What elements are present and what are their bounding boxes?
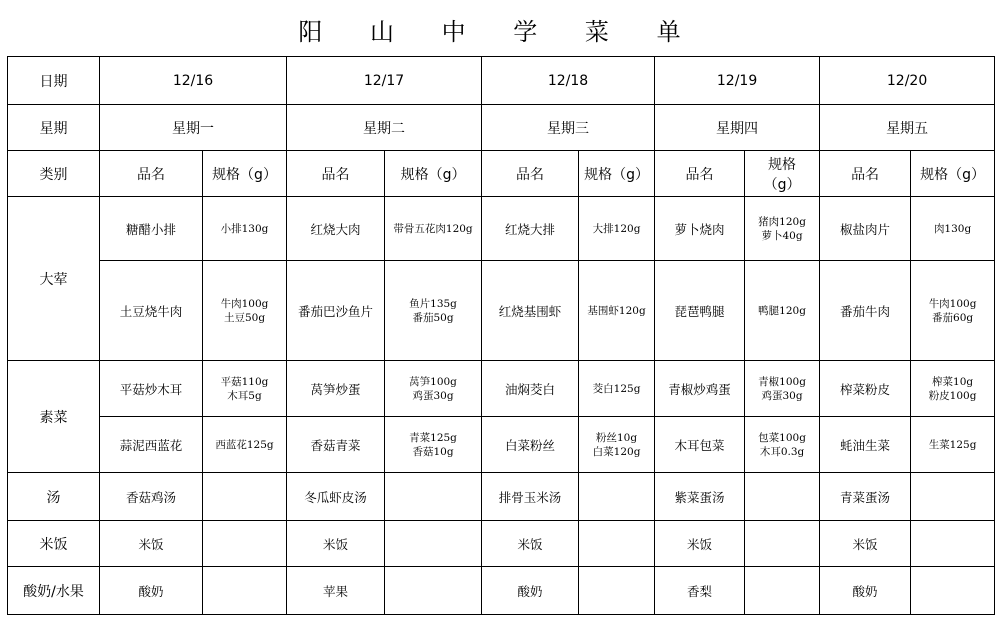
dessert-item: 酸奶 — [100, 567, 203, 615]
spec-header: 规格（g） — [203, 151, 287, 197]
spec-line: 粉皮100g — [928, 389, 977, 402]
vegetable-label: 素菜 — [8, 361, 100, 473]
dessert-item: 酸奶 — [482, 567, 579, 615]
empty-spec — [911, 473, 995, 521]
spec-line: 带骨五花肉120g — [393, 222, 473, 235]
spec-line: 鸭腿120g — [758, 304, 806, 317]
dish-spec — [911, 197, 995, 261]
spec-line: 青菜125g — [409, 431, 457, 444]
soup-row — [8, 473, 995, 521]
spec-line: 木耳5g — [227, 389, 262, 402]
menu-table — [7, 56, 995, 615]
spec-line: 白菜120g — [592, 445, 641, 458]
empty-spec — [745, 473, 820, 521]
dish-spec — [579, 261, 655, 361]
dish-name: 琵琶鸭腿 — [655, 261, 745, 361]
rice-item: 米饭 — [100, 521, 203, 567]
dessert-item: 苹果 — [287, 567, 385, 615]
spec-line: 猪肉120g — [758, 215, 806, 228]
spec-line: 生菜125g — [928, 438, 977, 451]
dish-name: 番茄牛肉 — [820, 261, 911, 361]
date-cell: 12/20 — [820, 57, 995, 105]
weekday-cell: 星期三 — [482, 105, 655, 151]
soup-name: 青菜蛋汤 — [820, 473, 911, 521]
dish-spec — [911, 261, 995, 361]
dish-name: 蒜泥西蓝花 — [100, 417, 203, 473]
soup-label: 汤 — [8, 473, 100, 521]
dish-spec — [385, 417, 482, 473]
empty-spec — [745, 567, 820, 615]
dish-name: 青椒炒鸡蛋 — [655, 361, 745, 417]
spec-line: 基围虾120g — [587, 304, 646, 317]
weekday-cell: 星期五 — [820, 105, 995, 151]
spec-line: 鸡蛋30g — [761, 389, 803, 402]
weekday-label: 星期 — [8, 105, 100, 151]
dish-name: 蚝油生菜 — [820, 417, 911, 473]
dish-spec — [745, 417, 820, 473]
spec-line: 小排130g — [220, 222, 269, 235]
empty-spec — [385, 567, 482, 615]
spec-line: 平菇110g — [220, 375, 269, 388]
dish-name: 香菇青菜 — [287, 417, 385, 473]
empty-spec — [745, 521, 820, 567]
dish-name: 土豆烧牛肉 — [100, 261, 203, 361]
spec-line: 牛肉100g — [220, 297, 269, 310]
spec-header-line: 规格 — [768, 156, 797, 173]
dish-name: 木耳包菜 — [655, 417, 745, 473]
spec-line: 鸡蛋30g — [412, 389, 454, 402]
dish-name: 红烧大排 — [482, 197, 579, 261]
spec-line: 西蓝花125g — [215, 438, 274, 451]
dish-spec — [203, 417, 287, 473]
main-dish-label: 大荤 — [8, 197, 100, 361]
empty-spec — [911, 521, 995, 567]
spec-line: 茭白125g — [592, 382, 641, 395]
rice-item: 米饭 — [655, 521, 745, 567]
spec-header-line: （g） — [763, 176, 801, 193]
dish-name: 莴笋炒蛋 — [287, 361, 385, 417]
dish-name: 白菜粉丝 — [482, 417, 579, 473]
spec-line: 土豆50g — [223, 311, 266, 324]
dish-spec — [579, 197, 655, 261]
soup-name: 紫菜蛋汤 — [655, 473, 745, 521]
date-cell: 12/16 — [100, 57, 287, 105]
empty-spec — [579, 567, 655, 615]
dish-name: 糖醋小排 — [100, 197, 203, 261]
rice-label: 米饭 — [8, 521, 100, 567]
dessert-label: 酸奶/水果 — [8, 567, 100, 615]
spec-line: 莴笋100g — [409, 375, 457, 388]
empty-spec — [385, 521, 482, 567]
dish-name: 番茄巴沙鱼片 — [287, 261, 385, 361]
soup-name: 冬瓜虾皮汤 — [287, 473, 385, 521]
main-dish-row-1 — [8, 197, 995, 261]
dish-spec — [385, 261, 482, 361]
dish-spec — [745, 261, 820, 361]
empty-spec — [203, 521, 287, 567]
spec-line: 牛肉100g — [928, 297, 977, 310]
date-cell: 12/17 — [287, 57, 482, 105]
vegetable-row-1 — [8, 361, 995, 417]
date-cell: 12/19 — [655, 57, 820, 105]
dessert-item: 香梨 — [655, 567, 745, 615]
item-name-header: 品名 — [482, 151, 579, 197]
spec-line: 番茄60g — [932, 311, 974, 324]
item-name-header: 品名 — [100, 151, 203, 197]
weekday-cell: 星期二 — [287, 105, 482, 151]
weekday-cell: 星期一 — [100, 105, 287, 151]
spec-line: 肉130g — [933, 222, 972, 235]
dessert-item: 酸奶 — [820, 567, 911, 615]
main-dish-row-2 — [8, 261, 995, 361]
dish-name: 红烧大肉 — [287, 197, 385, 261]
empty-spec — [203, 567, 287, 615]
weekday-cell: 星期四 — [655, 105, 820, 151]
dish-name: 椒盐肉片 — [820, 197, 911, 261]
spec-header: 规格（g） — [385, 151, 482, 197]
soup-name: 香菇鸡汤 — [100, 473, 203, 521]
date-row — [8, 57, 995, 105]
dish-spec — [579, 361, 655, 417]
spec-header: 规格（g） — [579, 151, 655, 197]
dish-name: 榨菜粉皮 — [820, 361, 911, 417]
rice-item: 米饭 — [820, 521, 911, 567]
empty-spec — [203, 473, 287, 521]
dish-spec — [745, 361, 820, 417]
spec-line: 大排120g — [592, 222, 641, 235]
dish-spec — [745, 197, 820, 261]
spec-line: 萝卜40g — [761, 229, 803, 242]
item-name-header: 品名 — [655, 151, 745, 197]
spec-header: 规格（g） — [911, 151, 995, 197]
category-header-row — [8, 151, 995, 197]
dish-name: 萝卜烧肉 — [655, 197, 745, 261]
spec-line: 榨菜10g — [932, 375, 974, 388]
rice-row — [8, 521, 995, 567]
dish-name: 油焖茭白 — [482, 361, 579, 417]
dish-spec — [203, 361, 287, 417]
vegetable-row-2 — [8, 417, 995, 473]
spec-line: 粉丝10g — [595, 431, 638, 444]
spec-line: 青椒100g — [758, 375, 806, 388]
rice-item: 米饭 — [287, 521, 385, 567]
dish-spec — [911, 361, 995, 417]
dish-spec — [911, 417, 995, 473]
dish-spec — [385, 197, 482, 261]
dessert-row — [8, 567, 995, 615]
spec-line: 包菜100g — [758, 431, 806, 444]
dish-spec — [579, 417, 655, 473]
item-name-header: 品名 — [287, 151, 385, 197]
soup-name: 排骨玉米汤 — [482, 473, 579, 521]
spec-line: 鱼片135g — [409, 297, 457, 310]
dish-spec — [203, 197, 287, 261]
empty-spec — [579, 521, 655, 567]
dish-spec — [203, 261, 287, 361]
spec-header — [745, 151, 820, 197]
weekday-row — [8, 105, 995, 151]
dish-name: 红烧基围虾 — [482, 261, 579, 361]
empty-spec — [385, 473, 482, 521]
spec-line: 番茄50g — [412, 311, 454, 324]
empty-spec — [579, 473, 655, 521]
date-label: 日期 — [8, 57, 100, 105]
category-label: 类别 — [8, 151, 100, 197]
dish-spec — [385, 361, 482, 417]
menu-title: 阳 山 中 学 菜 单 — [298, 18, 701, 46]
spec-line: 香菇10g — [412, 445, 454, 458]
item-name-header: 品名 — [820, 151, 911, 197]
rice-item: 米饭 — [482, 521, 579, 567]
empty-spec — [911, 567, 995, 615]
date-cell: 12/18 — [482, 57, 655, 105]
dish-name: 平菇炒木耳 — [100, 361, 203, 417]
spec-line: 木耳0.3g — [759, 445, 805, 458]
